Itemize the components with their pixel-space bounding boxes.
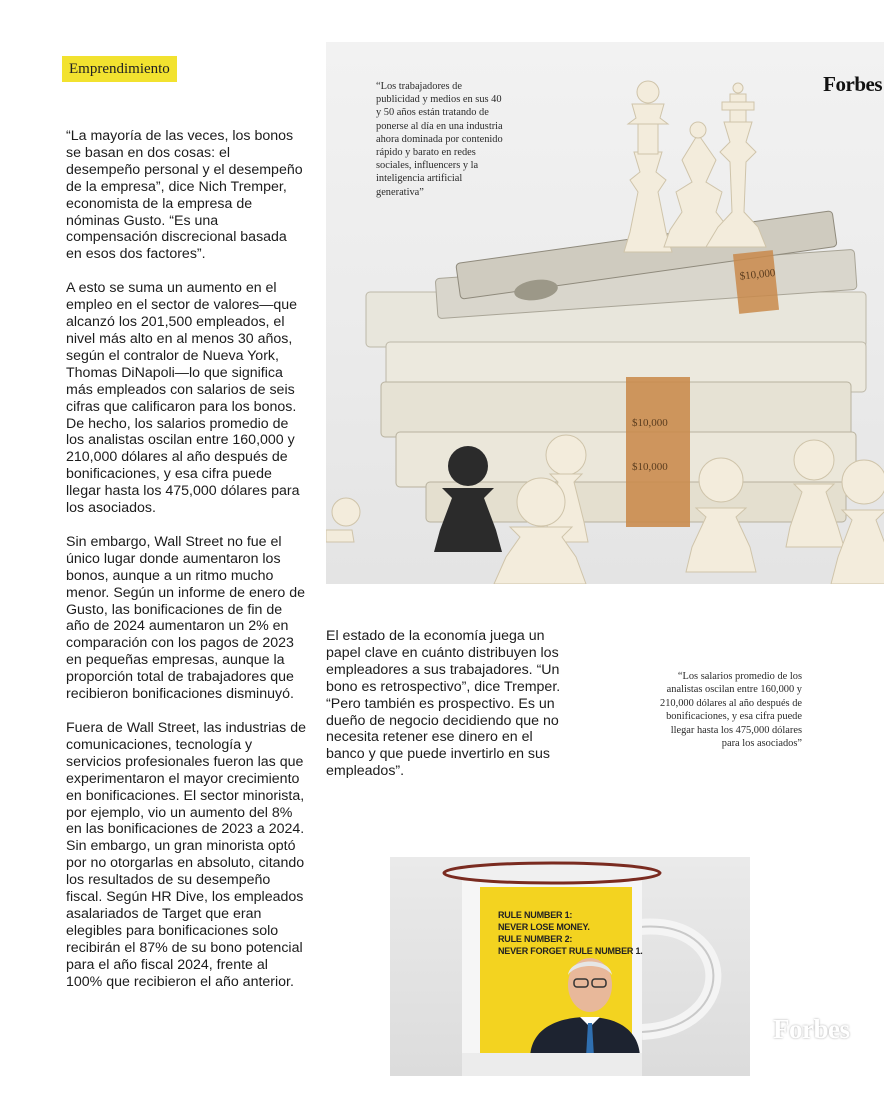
band-label: $10,000 <box>632 461 668 473</box>
paragraph: Sin embargo, Wall Street no fue el único lugar donde aumentaron los bonos, aunque a un ritmo mucho menor. Según un informe de enero de Gusto, las bonificaciones de fin de año de 2024 aumentaron un 2% en comparación con los pagos de 2023 en pequeñas empresas, aunque la proporción total de trabajadores que recibieron bonificaciones disminuyó. <box>66 533 305 703</box>
mug-line: NEVER LOSE MONEY. <box>498 922 590 932</box>
pull-quote: “Los salarios promedio de los analistas oscilan entre 160,000 y 210,000 dólares al año después de bonificaciones, y esa cifra puede llegar hasta los 475,000 dólares para los asociados” <box>660 671 802 750</box>
section-tag: Emprendimiento <box>62 56 177 82</box>
forbes-logo: Forbes <box>823 72 882 96</box>
paragraph: “La mayoría de las veces, los bonos se basan en dos cosas: el desempeño personal y el desempeño de la empresa”, dice Nich Tremper, economista de la empresa de nóminas Gusto. “Es una compensación discrecional basada en esos dos factores”. <box>66 128 303 263</box>
article-left-column <box>66 128 306 1008</box>
chess-money-photo <box>326 42 884 584</box>
mug-line: RULE NUMBER 2: <box>498 934 573 944</box>
band-label: $10,000 <box>739 266 776 283</box>
photo-caption-quote: “Los trabajadores de publicidad y medios en sus 40 y 50 años están tratando de ponerse al día en una industria ahora dominada por contenido rápido y barato en redes sociales, influencers y la inteligencia artificial generativa” <box>376 81 503 198</box>
mug-illustration <box>390 857 750 1076</box>
mug-line: RULE NUMBER 1: <box>498 910 573 920</box>
paragraph: Fuera de Wall Street, las industrias de comunicaciones, tecnología y servicios profesionales fueron las que experimentaron el mayor crecimiento en bonificaciones. El sector minorista, por ejemplo, vio un aumento del 8% en las bonificaciones de 2023 a 2024. Sin embargo, un gran minorista optó por no otorgarlas en absoluto, citando los resultados de su desempeño fiscal. Según HR Dive, los empleados asalariados de Target que eran elegibles para bonificaciones solo recibirán el 87% de su bono potencial para el año fiscal 2024, frente al 100% que recibieron el año anterior. <box>66 720 306 990</box>
paragraph: El estado de la economía juega un papel clave en cuánto distribuyen los empleadores a sus trabajadores. “Un bono es retrospectivo”, dice Tremper. “Pero también es prospectivo. Es un dueño de negocio decidiendo que no necesita retener ese dinero en el banco y que puede invertirlo en sus empleados”. <box>326 628 561 780</box>
mug-line: NEVER FORGET RULE NUMBER 1. <box>498 946 643 956</box>
money-stacks <box>366 211 866 527</box>
band-label: $10,000 <box>632 417 668 429</box>
mug-photo <box>390 857 750 1076</box>
article-middle-column <box>326 628 564 797</box>
paragraph: A esto se suma un aumento en el empleo en el sector de valores—que alcanzó los 201,500 empleados, el nivel más alto en al menos 30 años, según el contralor de Nueva York, Thomas DiNapoli—lo que significa más empleados con salarios de seis cifras que calificaron para los bonos. De hecho, los salarios promedio de los analistas oscilan entre 160,000 y 210,000 dólares al año después de bonificaciones, y esa cifra puede llegar hasta los 475,000 dólares para los asociados. <box>66 280 300 517</box>
forbes-logo-bottom: Forbes <box>773 1014 850 1044</box>
mug-quote-text <box>498 909 648 957</box>
